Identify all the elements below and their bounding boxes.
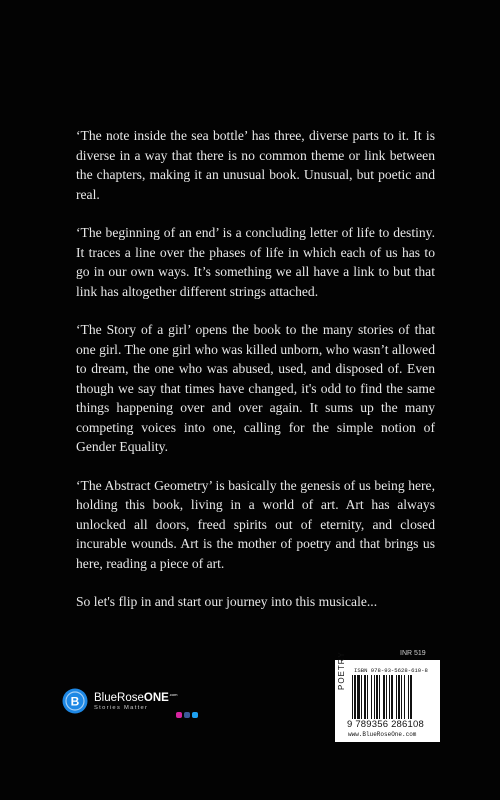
blurb-paragraph-2: ‘The beginning of an end’ is a concluding letter of life to destiny. It traces a line over the phases of life in which each of us has to go in our own ways. It’s something we all have a link to but that link has altogether different strings attached.: [76, 225, 435, 299]
publisher-name-main: BlueRose: [94, 692, 144, 704]
genre-label: POETRY: [337, 651, 346, 690]
blurb-paragraph-3: ‘The Story of a girl’ opens the book to the many stories of that one girl. The one girl who was killed unborn, who wasn’t allowed to dream, the one who was abused, used, and disposed of. Even though we say that times have changed, it's odd to find the same things happening over and over again. It sums up the many competing voices into one, calling for the simple notion of Gender Equality.: [76, 322, 435, 454]
publisher-logo-icon: [62, 688, 88, 714]
publisher-name-suffix: .com: [168, 692, 178, 698]
blurb-paragraph-1: ‘The note inside the sea bottle’ has three, diverse parts to it. It is diverse in a way that there is no common theme or link between the chapters, making it an unusual book. Unusual, but poetic and real.: [76, 128, 435, 202]
price-label: INR 519: [400, 650, 426, 657]
isbn-digits: 9 789356 286108: [347, 719, 424, 730]
logo-letter: B: [70, 694, 80, 709]
social-icons: [176, 712, 198, 718]
isbn-label: ISBN 978-93-5628-610-8: [354, 667, 428, 674]
facebook-icon: [184, 712, 190, 718]
back-cover-blurb: [76, 126, 435, 631]
publisher-name: [94, 692, 177, 704]
publisher-name-bold: ONE: [143, 692, 169, 704]
instagram-icon: [176, 712, 182, 718]
blurb-paragraph-4: ‘The Abstract Geometry’ is basically the genesis of us being here, holding this book, living in a world of art. Art has always unlocked all doors, freed spirits out of eternity, and closed incurable wounds. Art is the mother of poetry and that brings us here, reading a piece of art.: [76, 477, 435, 571]
blurb-paragraph-5: So let's flip in and start our journey into this musicale...: [76, 594, 378, 609]
publisher-website: www.BlueRoseOne.com: [348, 731, 417, 738]
barcode-icon: [352, 675, 434, 719]
publisher-tagline: Stories Matter: [94, 705, 149, 711]
twitter-icon: [192, 712, 198, 718]
